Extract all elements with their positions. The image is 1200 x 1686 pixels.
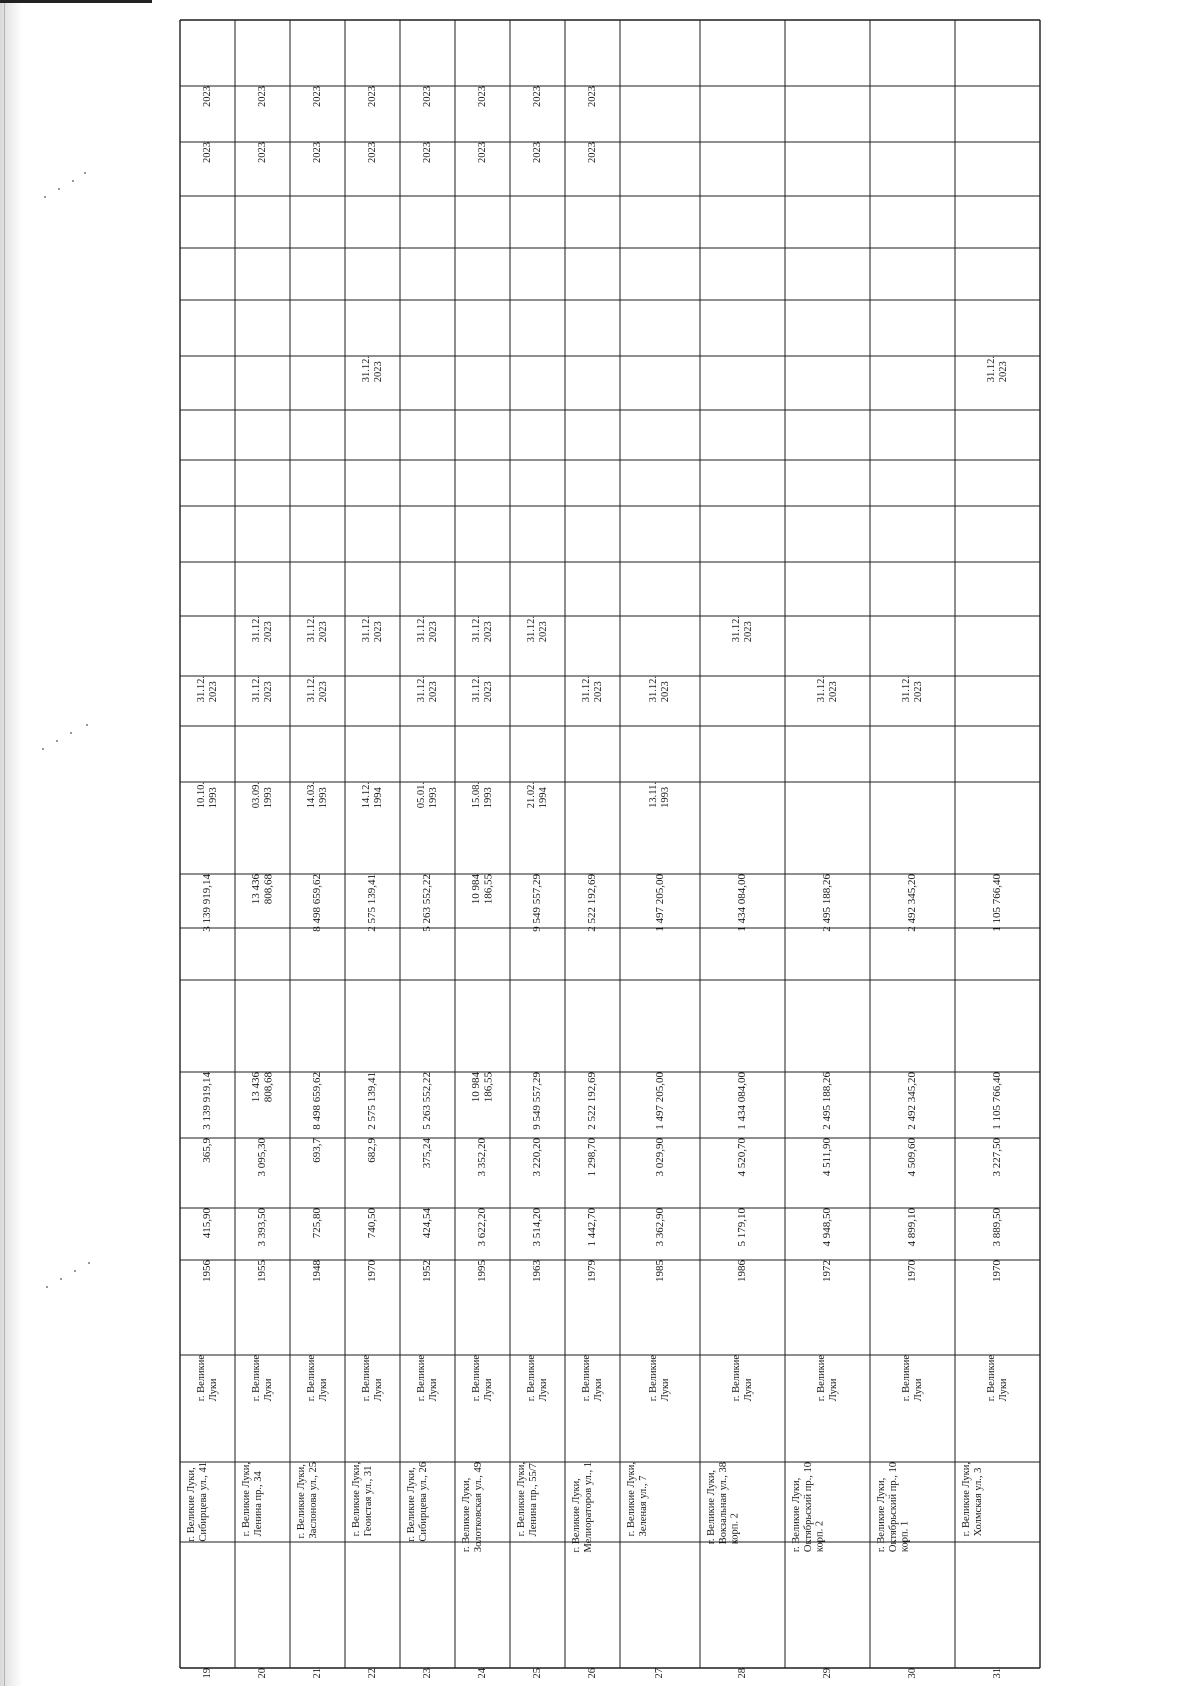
table-cell-cost-repeat bbox=[565, 874, 620, 932]
cell-text: 31 bbox=[991, 1668, 1003, 1679]
table-cell-date-d bbox=[955, 356, 1040, 382]
cell-text: 2 575 139,41 bbox=[366, 1072, 379, 1130]
table-cell-year-b bbox=[400, 86, 455, 107]
table-cell-date-a bbox=[455, 782, 510, 808]
cell-text: г. Великие Луки, Мелиораторов ул., 1 bbox=[571, 1462, 594, 1553]
table-cell-n bbox=[400, 1668, 455, 1679]
table-cell-date-d bbox=[345, 356, 400, 382]
cell-text: 31.12. 2023 bbox=[250, 616, 274, 643]
cell-text: г. Великие Луки, Сибирцева ул., 26 bbox=[406, 1462, 429, 1542]
cell-text: 2023 bbox=[256, 86, 268, 107]
table-cell-year-a bbox=[180, 142, 235, 163]
table-cell-year bbox=[565, 1260, 620, 1282]
cell-text: г. Великие Луки bbox=[525, 1355, 549, 1402]
table-cell-area-living bbox=[785, 1138, 870, 1176]
cell-text: 31.12. 2023 bbox=[985, 356, 1009, 383]
cell-text: г. Великие Луки, Ленина пр., 55/7 bbox=[516, 1462, 539, 1537]
cell-text: 2 575 139,41 bbox=[366, 874, 379, 932]
cell-text: 5 263 552,22 bbox=[421, 1072, 434, 1130]
cell-text: 1970 bbox=[906, 1260, 919, 1282]
table-cell-cost-repeat bbox=[785, 874, 870, 932]
cell-text: 3 220,20 bbox=[531, 1138, 544, 1177]
table-cell-n bbox=[455, 1668, 510, 1679]
cell-text: 1970 bbox=[366, 1260, 379, 1282]
table-cell-cost bbox=[510, 1072, 565, 1130]
table-cell-area-total bbox=[400, 1208, 455, 1238]
table-cell-area-total bbox=[870, 1208, 955, 1247]
table-cell-address bbox=[955, 1462, 1040, 1536]
table-cell-date-b bbox=[180, 676, 235, 702]
table-cell-address bbox=[785, 1462, 870, 1552]
table-cell-address bbox=[235, 1462, 290, 1536]
cell-text: 21 bbox=[311, 1668, 323, 1679]
table-cell-date-c bbox=[510, 616, 565, 642]
table-cell-locality bbox=[180, 1355, 235, 1401]
table-cell-cost bbox=[290, 1072, 345, 1130]
cell-text: 19 bbox=[201, 1668, 213, 1679]
table-cell-n bbox=[700, 1668, 785, 1679]
cell-text: 25 bbox=[531, 1668, 543, 1679]
cell-text: г. Великие Луки, Зеленая ул., 7 bbox=[626, 1462, 649, 1537]
cell-text: 10 984 186,55 bbox=[470, 874, 495, 905]
cell-text: 682,9 bbox=[366, 1138, 379, 1163]
table-cell-area-living bbox=[700, 1138, 785, 1177]
table-cell-n bbox=[785, 1668, 870, 1679]
cell-text: г. Великие Луки, Золотковская ул., 49 bbox=[461, 1462, 484, 1553]
table-cell-cost-repeat bbox=[620, 874, 700, 932]
cell-text: г. Великие Луки bbox=[415, 1355, 439, 1402]
table-cell-year bbox=[455, 1260, 510, 1282]
table-cell-year-b bbox=[180, 86, 235, 107]
cell-text: 3 227,50 bbox=[991, 1138, 1004, 1177]
table-cell-locality bbox=[510, 1355, 565, 1401]
cell-text: 3 139 919,14 bbox=[201, 874, 214, 932]
table-cell-locality bbox=[400, 1355, 455, 1401]
table-cell-n bbox=[180, 1668, 235, 1679]
table-cell-area-living bbox=[235, 1138, 290, 1177]
table-cell-address bbox=[565, 1462, 620, 1553]
table-cell-locality bbox=[870, 1355, 955, 1401]
cell-text: г. Великие Луки bbox=[195, 1355, 219, 1402]
table-cell-date-b bbox=[785, 676, 870, 702]
table-cell-area-total bbox=[785, 1208, 870, 1247]
table-cell-year bbox=[235, 1260, 290, 1282]
cell-text: 30 bbox=[906, 1668, 918, 1679]
table-cell-date-c bbox=[290, 616, 345, 642]
cell-text: 1 442,70 bbox=[586, 1208, 599, 1247]
table-cell-cost bbox=[235, 1072, 290, 1102]
cell-text: г. Великие Луки bbox=[360, 1355, 384, 1402]
table-cell-n bbox=[565, 1668, 620, 1679]
table-cell-date-c bbox=[455, 616, 510, 642]
table-cell-date-a bbox=[620, 782, 700, 808]
cell-text: г. Великие Луки bbox=[730, 1355, 754, 1402]
cell-text: 1963 bbox=[531, 1260, 544, 1282]
table-cell-area-living bbox=[290, 1138, 345, 1163]
table-cell-cost bbox=[565, 1072, 620, 1130]
cell-text: 31.12. 2023 bbox=[415, 616, 439, 643]
table-cell-date-a bbox=[235, 782, 290, 808]
table-cell-cost bbox=[620, 1072, 700, 1130]
table-cell-year bbox=[290, 1260, 345, 1282]
table-cell-address bbox=[700, 1462, 785, 1544]
table-cell-year-b bbox=[455, 86, 510, 107]
cell-text: 14.12. 1994 bbox=[360, 782, 384, 809]
cell-text: 1948 bbox=[311, 1260, 324, 1282]
cell-text: 1986 bbox=[736, 1260, 749, 1282]
cell-text: г. Великие Луки bbox=[815, 1355, 839, 1402]
cell-text: 31.12. 2023 bbox=[470, 616, 494, 643]
table-cell-year-a bbox=[290, 142, 345, 163]
cell-text: 2 492 345,20 bbox=[906, 874, 919, 932]
cell-text: 31.12. 2023 bbox=[415, 676, 439, 703]
table-cell-date-b bbox=[620, 676, 700, 702]
cell-text: 2023 bbox=[366, 142, 378, 163]
cell-text: 2023 bbox=[531, 142, 543, 163]
cell-text: г. Великие Луки bbox=[305, 1355, 329, 1402]
cell-text: 27 bbox=[654, 1668, 666, 1679]
cell-text: г. Великие Луки, Октябрьский пр., 10 корп. 1 bbox=[876, 1462, 911, 1553]
table-cell-year bbox=[620, 1260, 700, 1282]
table-cell-address bbox=[620, 1462, 700, 1536]
table-cell-n bbox=[235, 1668, 290, 1679]
table-cell-cost-repeat bbox=[290, 874, 345, 932]
table-cell-address bbox=[345, 1462, 400, 1536]
cell-text: 29 bbox=[821, 1668, 833, 1679]
cell-text: 2023 bbox=[256, 142, 268, 163]
cell-text: 31.12. 2023 bbox=[360, 356, 384, 383]
cell-text: г. Великие Луки, Холмская ул., 3 bbox=[961, 1462, 984, 1537]
cell-text: 2023 bbox=[586, 86, 598, 107]
cell-text: г. Великие Луки, Вокзальная ул., 38 корп. 2 bbox=[706, 1462, 741, 1545]
cell-text: 3 393,50 bbox=[256, 1208, 269, 1247]
table-cell-area-living bbox=[345, 1138, 400, 1163]
table-cell-area-living bbox=[455, 1138, 510, 1177]
cell-text: 424,54 bbox=[421, 1208, 434, 1239]
cell-text: 3 622,20 bbox=[476, 1208, 489, 1247]
table-cell-cost bbox=[955, 1072, 1040, 1130]
cell-text: 415,90 bbox=[201, 1208, 214, 1239]
table-cell-date-a bbox=[345, 782, 400, 808]
cell-text: 1970 bbox=[991, 1260, 1004, 1282]
cell-text: 2023 bbox=[201, 142, 213, 163]
cell-text: 1 497 205,00 bbox=[653, 1072, 666, 1130]
cell-text: 740,50 bbox=[366, 1208, 379, 1239]
cell-text: 1985 bbox=[653, 1260, 666, 1282]
table-cell-year-b bbox=[290, 86, 345, 107]
cell-text: 2023 bbox=[201, 86, 213, 107]
table-cell-area-living bbox=[400, 1138, 455, 1168]
cell-text: 8 498 659,62 bbox=[311, 1072, 324, 1130]
table-cell-locality bbox=[700, 1355, 785, 1401]
cell-text: 4 948,50 bbox=[821, 1208, 834, 1247]
cell-text: 9 549 557,29 bbox=[531, 1072, 544, 1130]
cell-text: 20 bbox=[256, 1668, 268, 1679]
cell-text: 13 436 808,68 bbox=[250, 874, 275, 905]
cell-text: 2023 bbox=[421, 142, 433, 163]
cell-text: 3 889,50 bbox=[991, 1208, 1004, 1247]
table-cell-year-b bbox=[565, 86, 620, 107]
table-cell-area-living bbox=[870, 1138, 955, 1177]
cell-text: 14.03. 1993 bbox=[305, 782, 329, 809]
table-cell-date-b bbox=[400, 676, 455, 702]
table-cell-n bbox=[510, 1668, 565, 1679]
table-cell-cost bbox=[785, 1072, 870, 1130]
table-cell-year-a bbox=[235, 142, 290, 163]
cell-text: 03.09. 1993 bbox=[250, 782, 274, 809]
table-cell-cost bbox=[180, 1072, 235, 1130]
table-cell-area-living bbox=[565, 1138, 620, 1177]
cell-text: 23 bbox=[421, 1668, 433, 1679]
table-cell-area-total bbox=[180, 1208, 235, 1238]
table-cell-date-c bbox=[235, 616, 290, 642]
cell-text: г. Великие Луки bbox=[580, 1355, 604, 1402]
cell-text: 2023 bbox=[476, 142, 488, 163]
table-cell-area-total bbox=[235, 1208, 290, 1247]
table-cell-cost-repeat bbox=[955, 874, 1040, 932]
table-cell-cost-repeat bbox=[510, 874, 565, 932]
cell-text: 26 bbox=[586, 1668, 598, 1679]
table-cell-area-living bbox=[510, 1138, 565, 1177]
cell-text: г. Великие Луки bbox=[985, 1355, 1009, 1402]
cell-text: 13 436 808,68 bbox=[250, 1072, 275, 1103]
cell-text: 1 105 766,40 bbox=[991, 1072, 1004, 1130]
table-cell-date-b bbox=[870, 676, 955, 702]
cell-text: 10 984 186,55 bbox=[470, 1072, 495, 1103]
table-cell-date-c bbox=[345, 616, 400, 642]
cell-text: 4 520,70 bbox=[736, 1138, 749, 1177]
cell-text: 31.12. 2023 bbox=[580, 676, 604, 703]
cell-text: 2023 bbox=[586, 142, 598, 163]
table-cell-area-total bbox=[565, 1208, 620, 1247]
cell-text: г. Великие Луки, Ленина пр., 34 bbox=[241, 1462, 264, 1537]
table-cell-locality bbox=[345, 1355, 400, 1401]
cell-text: 4 899,10 bbox=[906, 1208, 919, 1247]
table-cell-year bbox=[870, 1260, 955, 1282]
table-cell-area-total bbox=[510, 1208, 565, 1247]
table-cell-area-living bbox=[620, 1138, 700, 1177]
cell-text: 2 492 345,20 bbox=[906, 1072, 919, 1130]
table-cell-address bbox=[400, 1462, 455, 1542]
table-cell-n bbox=[870, 1668, 955, 1679]
table-cell-cost bbox=[870, 1072, 955, 1130]
table-cell-area-total bbox=[620, 1208, 700, 1247]
cell-text: 3 095,30 bbox=[256, 1138, 269, 1177]
cell-text: 5 263 552,22 bbox=[421, 874, 434, 932]
cell-text: 1 105 766,40 bbox=[991, 874, 1004, 932]
cell-text: 4 511,90 bbox=[821, 1138, 834, 1177]
table-cell-year-a bbox=[455, 142, 510, 163]
table-cell-date-b bbox=[235, 676, 290, 702]
cell-text: 2 495 188,26 bbox=[821, 874, 834, 932]
table-cell-locality bbox=[235, 1355, 290, 1401]
table-cell-area-total bbox=[290, 1208, 345, 1238]
cell-text: 31.12. 2023 bbox=[900, 676, 924, 703]
table-cell-year bbox=[345, 1260, 400, 1282]
table-cell-year bbox=[955, 1260, 1040, 1282]
cell-text: 693,7 bbox=[311, 1138, 324, 1163]
table-cell-address bbox=[455, 1462, 510, 1552]
table-cell-area-total bbox=[955, 1208, 1040, 1247]
cell-text: 2 495 188,26 bbox=[821, 1072, 834, 1130]
table-cell-locality bbox=[290, 1355, 345, 1401]
cell-text: г. Великие Луки bbox=[648, 1355, 671, 1402]
cell-text: 5 179,10 bbox=[736, 1208, 749, 1247]
table-cell-year-b bbox=[345, 86, 400, 107]
table-cell-locality bbox=[455, 1355, 510, 1401]
cell-text: 725,80 bbox=[311, 1208, 324, 1239]
cell-text: 1 434 084,00 bbox=[736, 1072, 749, 1130]
cell-text: 31.12. 2023 bbox=[360, 616, 384, 643]
table-cell-year-a bbox=[345, 142, 400, 163]
table-cell-cost bbox=[345, 1072, 400, 1130]
cell-text: 2023 bbox=[311, 86, 323, 107]
cell-text: 1979 bbox=[586, 1260, 599, 1282]
table-cell-year-b bbox=[235, 86, 290, 107]
table-cell-year bbox=[180, 1260, 235, 1282]
table-cell-address bbox=[180, 1462, 235, 1542]
cell-text: 4 509,60 bbox=[906, 1138, 919, 1177]
cell-text: 3 029,90 bbox=[653, 1138, 666, 1177]
table-cell-area-total bbox=[345, 1208, 400, 1238]
table-cell-locality bbox=[955, 1355, 1040, 1401]
table-cell-year bbox=[400, 1260, 455, 1282]
table-cell-cost-repeat bbox=[345, 874, 400, 932]
cell-text: 31.12. 2023 bbox=[730, 616, 754, 643]
table-cell-date-b bbox=[290, 676, 345, 702]
cell-text: 365,9 bbox=[201, 1138, 214, 1163]
table-cell-year-a bbox=[510, 142, 565, 163]
cell-text: 31.12. 2023 bbox=[525, 616, 549, 643]
cell-text: 9 549 557,29 bbox=[531, 874, 544, 932]
cell-text: 2023 bbox=[531, 86, 543, 107]
table-cell-date-b bbox=[455, 676, 510, 702]
table-cell-date-a bbox=[290, 782, 345, 808]
table-cell-cost-repeat bbox=[870, 874, 955, 932]
table-cell-cost bbox=[455, 1072, 510, 1102]
cell-text: 3 352,20 bbox=[476, 1138, 489, 1177]
cell-text: 3 139 919,14 bbox=[201, 1072, 214, 1130]
table-cell-n bbox=[290, 1668, 345, 1679]
table-cell-cost-repeat bbox=[235, 874, 290, 904]
cell-text: 1956 bbox=[201, 1260, 214, 1282]
cell-text: г. Великие Луки, Сибирцева ул., 41 bbox=[186, 1462, 209, 1542]
cell-text: 2023 bbox=[421, 86, 433, 107]
table-cell-area-total bbox=[700, 1208, 785, 1247]
table-cell-locality bbox=[785, 1355, 870, 1401]
cell-text: 1955 bbox=[256, 1260, 269, 1282]
table-cell-area-living bbox=[180, 1138, 235, 1163]
table-cell-area-total bbox=[455, 1208, 510, 1247]
cell-text: 05.01. 1993 bbox=[415, 782, 439, 809]
cell-text: г. Великие Луки bbox=[470, 1355, 494, 1402]
table-cell-date-c bbox=[400, 616, 455, 642]
cell-text: г. Великие Луки, Геоистая ул., 31 bbox=[351, 1462, 374, 1537]
table-cell-cost bbox=[700, 1072, 785, 1130]
cell-text: 1952 bbox=[421, 1260, 434, 1282]
table-cell-n bbox=[345, 1668, 400, 1679]
table-cell-area-living bbox=[955, 1138, 1040, 1177]
cell-text: 31.12. 2023 bbox=[250, 676, 274, 703]
cell-text: 8 498 659,62 bbox=[311, 874, 324, 932]
cell-text: г. Великие Луки bbox=[250, 1355, 274, 1402]
cell-text: 31.12. 2023 bbox=[305, 676, 329, 703]
table-cell-cost bbox=[400, 1072, 455, 1130]
table-cell-cost-repeat bbox=[700, 874, 785, 932]
table-cell-locality bbox=[565, 1355, 620, 1401]
table-cell-date-a bbox=[510, 782, 565, 808]
table-cell-locality bbox=[620, 1355, 700, 1401]
table-cell-date-c bbox=[700, 616, 785, 642]
cell-text: 1 434 084,00 bbox=[736, 874, 749, 932]
cell-text: г. Великие Луки bbox=[900, 1355, 924, 1402]
cell-text: 2023 bbox=[311, 142, 323, 163]
cell-text: 1 497 205,00 bbox=[653, 874, 666, 932]
table-cell-cost-repeat bbox=[455, 874, 510, 904]
cell-text: 31.12. 2023 bbox=[815, 676, 839, 703]
cell-text: 1972 bbox=[821, 1260, 834, 1282]
table-cell-date-a bbox=[180, 782, 235, 808]
cell-text: 31.12. 2023 bbox=[470, 676, 494, 703]
table-cell-year bbox=[510, 1260, 565, 1282]
table-cell-address bbox=[870, 1462, 955, 1552]
cell-text: 21.02. 1994 bbox=[525, 782, 549, 809]
table-cell-address bbox=[510, 1462, 565, 1536]
cell-text: 2 522 192,69 bbox=[586, 1072, 599, 1130]
cell-text: 1995 bbox=[476, 1260, 489, 1282]
table-cell-year bbox=[700, 1260, 785, 1282]
cell-text: 2023 bbox=[476, 86, 488, 107]
cell-text: 3 362,90 bbox=[653, 1208, 666, 1247]
cell-text: 15.08. 1993 bbox=[470, 782, 494, 809]
table-cell-cost-repeat bbox=[400, 874, 455, 932]
table-cell-year-a bbox=[565, 142, 620, 163]
table-cell-address bbox=[290, 1462, 345, 1538]
cell-text: 13.11. 1993 bbox=[648, 782, 671, 808]
cell-text: 28 bbox=[736, 1668, 748, 1679]
cell-text: 31.12. 2023 bbox=[305, 616, 329, 643]
table-cell-year-a bbox=[400, 142, 455, 163]
cell-text: 10.10. 1993 bbox=[195, 782, 219, 809]
cell-text: г. Великие Луки, Заслонова ул., 25 bbox=[296, 1462, 319, 1539]
table-cell-year-b bbox=[510, 86, 565, 107]
table-cell-year bbox=[785, 1260, 870, 1282]
cell-text: 22 bbox=[366, 1668, 378, 1679]
cell-text: 2 522 192,69 bbox=[586, 874, 599, 932]
cell-text: 24 bbox=[476, 1668, 488, 1679]
cell-text: 375,24 bbox=[421, 1138, 434, 1169]
table-cell-date-b bbox=[565, 676, 620, 702]
table-cell-n bbox=[955, 1668, 1040, 1679]
table-cell-n bbox=[620, 1668, 700, 1679]
table-cell-cost-repeat bbox=[180, 874, 235, 932]
cell-text: 3 514,20 bbox=[531, 1208, 544, 1247]
cell-text: 31.12. 2023 bbox=[648, 676, 671, 703]
cell-text: 1 298,70 bbox=[586, 1138, 599, 1177]
cell-text: г. Великие Луки, Октябрьский пр., 10 корп. 2 bbox=[791, 1462, 826, 1553]
cell-text: 31.12. 2023 bbox=[195, 676, 219, 703]
table-cell-date-a bbox=[400, 782, 455, 808]
cell-text: 2023 bbox=[366, 86, 378, 107]
